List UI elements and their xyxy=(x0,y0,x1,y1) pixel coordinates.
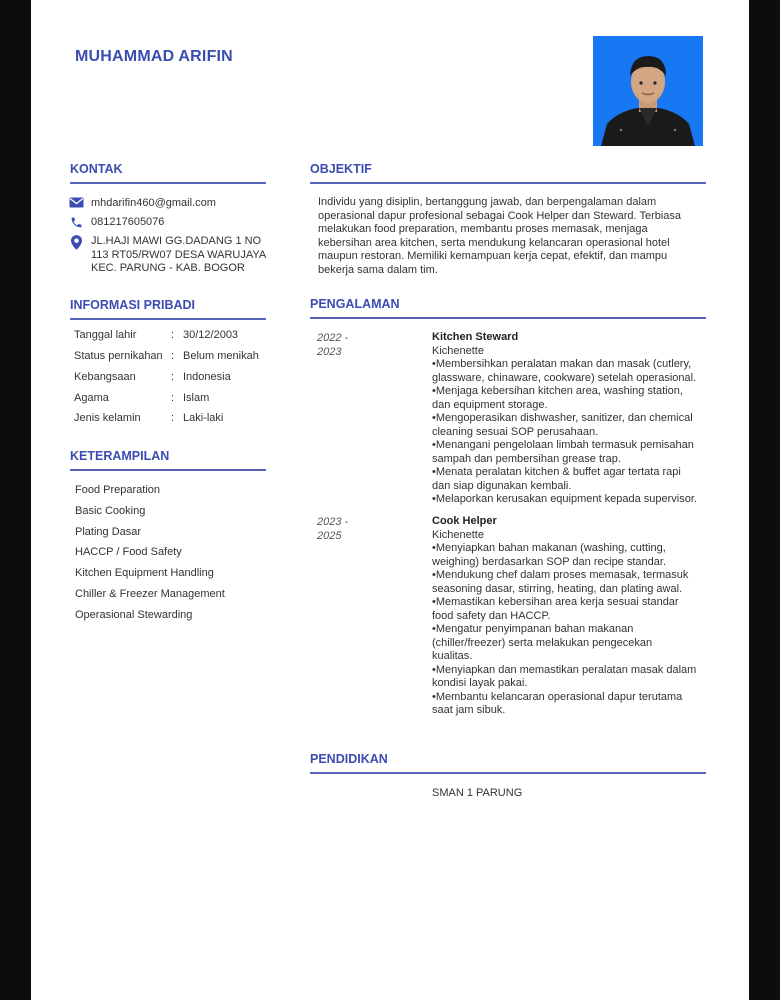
info-label: Jenis kelamin xyxy=(74,412,141,424)
keterampilan-title: KETERAMPILAN xyxy=(70,449,170,463)
contact-phone[interactable]: 081217605076 xyxy=(91,216,165,228)
info-separator: : xyxy=(171,392,175,404)
job-line: saat jam sibuk. xyxy=(432,704,506,716)
job-line: •Membersihkan peralatan makan dan masak (cutlery, xyxy=(432,358,692,370)
contact-email-row xyxy=(68,197,216,211)
education-school: SMAN 1 PARUNG xyxy=(432,787,523,799)
job-year xyxy=(317,515,348,543)
job-line: cleaning sesuai SOP perusahaan. xyxy=(432,425,599,438)
contact-phone-row xyxy=(68,216,164,230)
address-line: KEC. PARUNG - KAB. BOGOR xyxy=(91,262,245,274)
objektif-line: operasional dapur profesional sebagai Cook Helper dan Steward. Terbiasa xyxy=(318,209,682,222)
pendidikan-title: PENDIDIKAN xyxy=(310,752,388,766)
pengalaman-title: PENGALAMAN xyxy=(310,297,400,311)
job-line: kualitas. xyxy=(432,650,473,662)
objektif-rule xyxy=(310,182,706,184)
job-line: •Memastikan kebersihan area kerja sesuai standar xyxy=(432,596,679,608)
objektif-line: melakukan food preparation, membantu proses memasak, menjaga xyxy=(318,223,648,236)
objektif-line: maupun restoran. Memiliki kemampuan kerja cepat, efektif, dan mampu xyxy=(318,250,668,263)
contact-email[interactable]: mhdarifin460@gmail.com xyxy=(91,197,216,209)
pendidikan-rule xyxy=(310,772,706,774)
job-title: Cook Helper xyxy=(432,515,497,527)
info-separator: : xyxy=(171,329,175,341)
kontak-title: KONTAK xyxy=(70,162,123,176)
objektif-line: Individu yang disiplin, bertanggung jawab, dan berpengalaman dalam xyxy=(318,196,657,208)
job-line: dan siap digunakan kembali. xyxy=(432,479,572,492)
objektif-title: OBJEKTIF xyxy=(310,162,372,176)
objektif-line: bekerja sama dalam tim. xyxy=(318,263,438,276)
job-line: sampah dan pembersihan grease trap. xyxy=(432,452,621,465)
contact-address-row xyxy=(68,235,266,276)
skill-item: Kitchen Equipment Handling xyxy=(75,567,214,579)
address-line: 113 RT05/RW07 DESA WARUJAYA xyxy=(91,248,267,261)
job-line: •Menjaga kebersihan kitchen area, washing station, xyxy=(432,385,683,397)
job-company: Kichenette xyxy=(432,344,484,357)
keterampilan-rule xyxy=(70,469,266,471)
skill-item: HACCP / Food Safety xyxy=(75,546,182,558)
job-line: •Mendukung chef dalam proses memasak, termasuk xyxy=(432,569,689,581)
job-line: kondisi layak pakai. xyxy=(432,677,528,689)
job-year xyxy=(317,331,348,359)
candidate-name: MUHAMMAD ARIFIN xyxy=(75,48,233,65)
info-value: 30/12/2003 xyxy=(183,329,239,341)
job-line: •Mengoperasikan dishwasher, sanitizer, dan chemical xyxy=(432,412,693,424)
info-label: Agama xyxy=(74,392,109,404)
info-label: Kebangsaan xyxy=(74,371,136,383)
job-line: weighing) berdasarkan SOP dan recipe standar. xyxy=(432,555,666,568)
informasi-title: INFORMASI PRIBADI xyxy=(70,298,195,312)
job-line: •Mengatur penyimpanan bahan makanan xyxy=(432,623,634,635)
job-entry-cook-helper xyxy=(432,515,717,718)
info-value: Indonesia xyxy=(183,371,231,383)
skill-item: Basic Cooking xyxy=(75,505,146,517)
skill-item: Plating Dasar xyxy=(75,526,142,538)
info-label: Tanggal lahir xyxy=(74,329,137,341)
info-separator: : xyxy=(171,412,175,424)
job-line: food safety dan HACCP. xyxy=(432,609,551,622)
skill-item: Food Preparation xyxy=(75,484,160,496)
job-company: Kichenette xyxy=(432,528,484,541)
info-value: Laki-laki xyxy=(183,412,224,424)
job-line: seasoning dasar, stirring, heating, dan plating awal. xyxy=(432,582,683,595)
phone-icon xyxy=(68,216,85,229)
job-line: •Menyiapkan bahan makanan (washing, cutting, xyxy=(432,542,666,554)
job-line: (chiller/freezer) serta melakukan pengecekan xyxy=(432,636,653,649)
job-title: Kitchen Steward xyxy=(432,331,519,343)
job-year-end: 2023 xyxy=(317,346,342,358)
job-year-start: 2023 - xyxy=(317,516,349,528)
job-line: dan equipment storage. xyxy=(432,398,548,411)
informasi-rule xyxy=(70,318,266,320)
job-line: •Melaporkan kerusakan equipment kepada supervisor. xyxy=(432,493,697,505)
email-icon xyxy=(68,197,85,208)
location-pin-icon xyxy=(68,235,85,250)
job-line: •Membantu kelancaran operasional dapur terutama xyxy=(432,690,683,703)
profile-photo xyxy=(593,36,703,146)
job-line: •Menata peralatan kitchen & buffet agar tertata rapi xyxy=(432,466,681,478)
skill-item: Chiller & Freezer Management xyxy=(75,588,225,600)
info-separator: : xyxy=(171,371,175,383)
kontak-rule xyxy=(70,182,266,184)
address-line: JL.HAJI MAWI GG.DADANG 1 NO xyxy=(91,235,262,247)
objektif-text xyxy=(318,196,708,278)
job-line: glassware, chinaware, cookware) setelah operasional. xyxy=(432,371,697,384)
contact-address xyxy=(91,235,266,276)
pengalaman-rule xyxy=(310,317,706,319)
info-value: Belum menikah xyxy=(183,350,259,362)
resume-page xyxy=(31,0,749,1000)
job-year-start: 2022 - xyxy=(317,332,349,344)
skill-item: Operasional Stewarding xyxy=(75,609,193,621)
info-separator: : xyxy=(171,350,175,362)
info-label: Status pernikahan xyxy=(74,350,163,362)
info-value: Islam xyxy=(183,392,210,404)
job-line: •Menangani pengelolaan limbah termasuk pemisahan xyxy=(432,439,694,451)
job-line: •Menyiapkan dan memastikan peralatan masak dalam xyxy=(432,663,697,676)
job-year-end: 2025 xyxy=(317,530,342,542)
objektif-line: kebersihan area kitchen, serta mendukung kelancaran operasional hotel xyxy=(318,236,670,249)
job-entry-kitchen-steward xyxy=(432,331,717,507)
